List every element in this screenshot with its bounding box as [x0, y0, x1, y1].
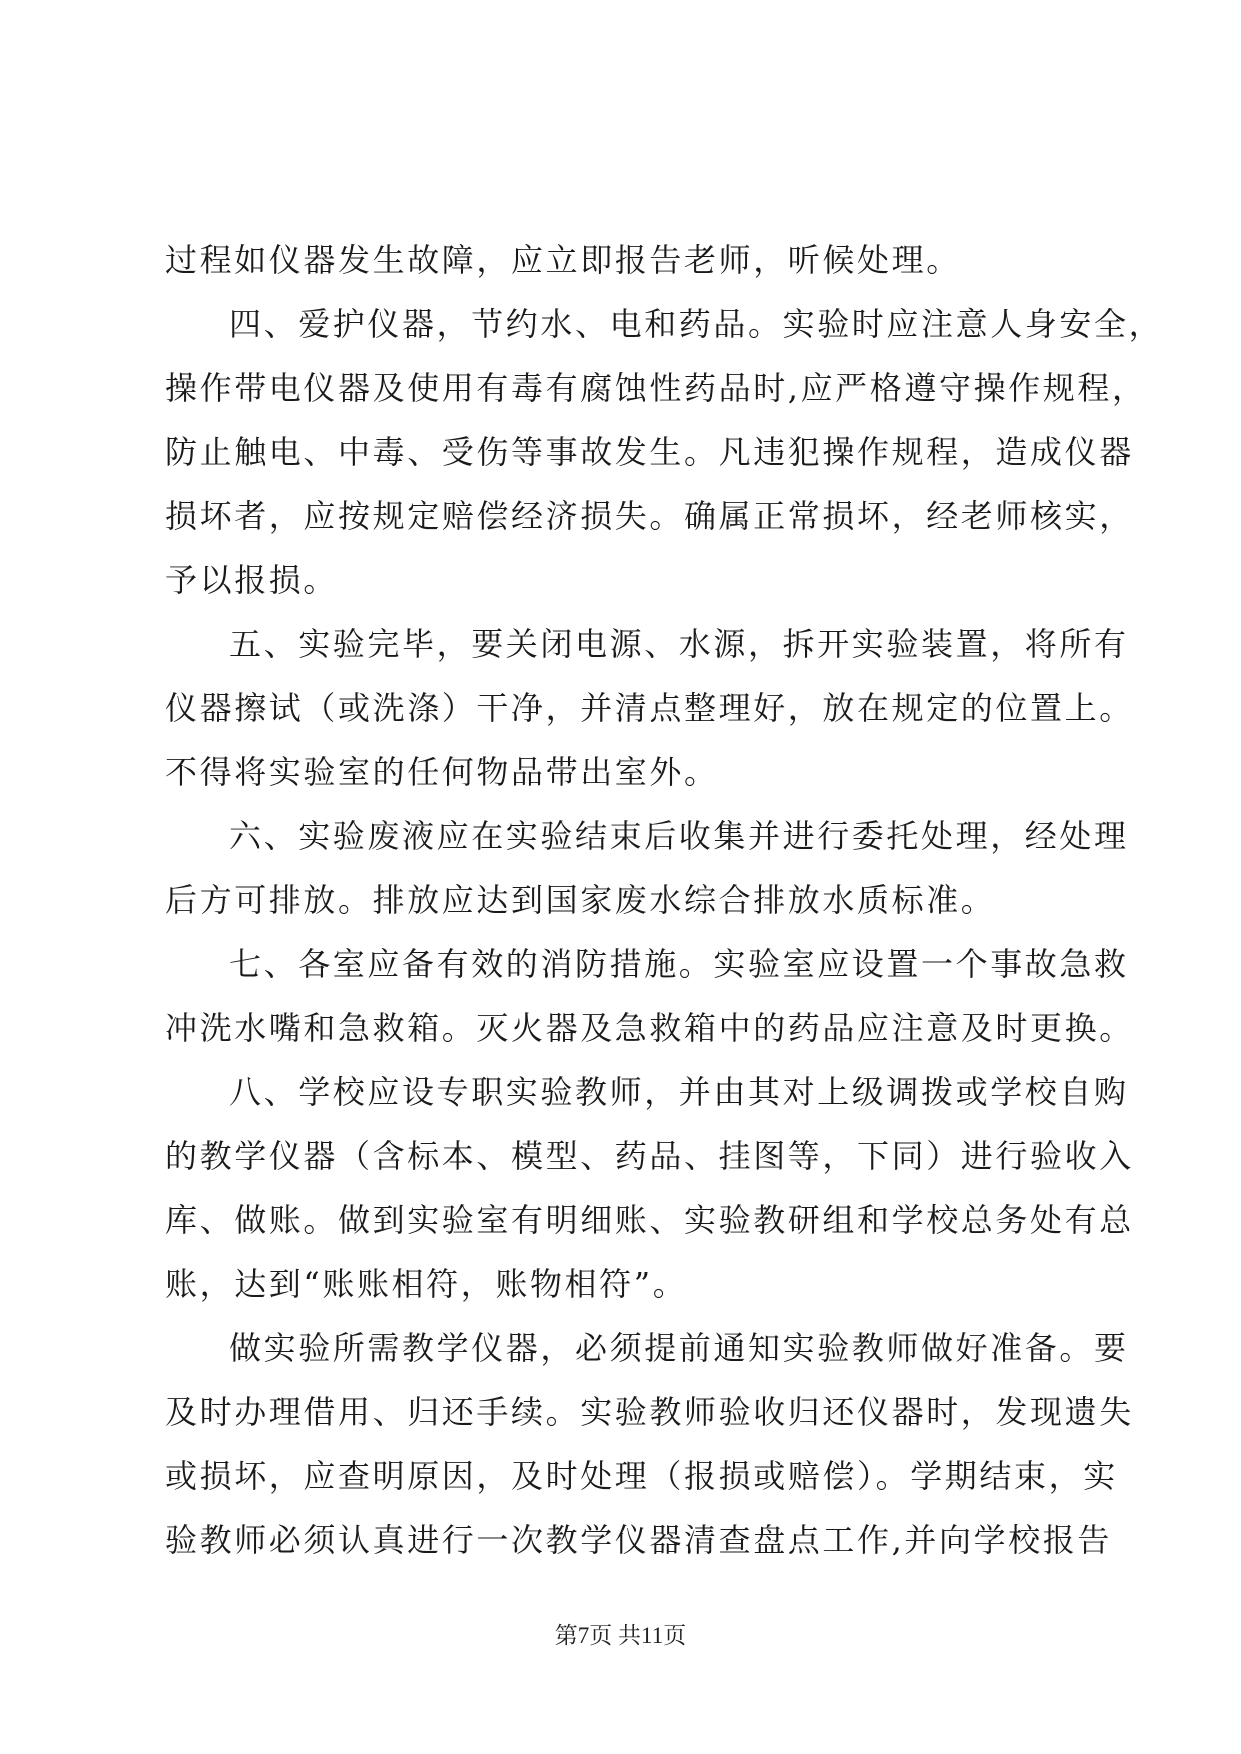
text-line: 不得将实验室的任何物品带出室外。: [165, 753, 719, 791]
text-line: 及时办理借用、归还手续。实验教师验收归还仪器时，发现遗失: [165, 1393, 1134, 1431]
text-line: 防止触电、中毒、受伤等事故发生。凡违犯操作规程，造成仪器: [165, 433, 1134, 471]
text-line: 五、实验完毕，要关闭电源、水源，拆开实验装置，将所有: [229, 625, 1129, 663]
page-number-footer: 第7页 共11页: [554, 1623, 687, 1648]
text-line: 冲洗水嘴和急救箱。灭火器及急救箱中的药品应注意及时更换。: [165, 1009, 1134, 1047]
text-line: 仪器擦试（或洗涤）干净，并清点整理好，放在规定的位置上。: [165, 689, 1134, 727]
text-line: 后方可排放。排放应达到国家废水综合排放水质标准。: [165, 881, 996, 919]
text-line: 六、实验废液应在实验结束后收集并进行委托处理，经处理: [229, 817, 1129, 855]
text-line: 操作带电仪器及使用有毒有腐蚀性药品时,应严格遵守操作规程，: [165, 369, 1147, 407]
text-line: 七、各室应备有效的消防措施。实验室应设置一个事故急救: [229, 945, 1129, 983]
text-line: 或损坏，应查明原因，及时处理（报损或赔偿）。学期结束，实: [165, 1457, 1118, 1495]
text-line: 四、爱护仪器，节约水、电和药品。实验时应注意人身安全，: [229, 305, 1164, 343]
text-line: 损坏者，应按规定赔偿经济损失。确属正常损坏，经老师核实，: [165, 497, 1134, 535]
text-line: 予以报损。: [165, 561, 339, 599]
body-text: [165, 228, 1164, 1572]
text-line: 账，达到“账账相符，账物相符”。: [165, 1265, 688, 1303]
text-line: 验教师必须认真进行一次教学仪器清查盘点工作,并向学校报告: [165, 1521, 1112, 1559]
text-line: 过程如仪器发生故障，应立即报告老师，听候处理。: [165, 241, 961, 279]
text-line: 的教学仪器（含标本、模型、药品、挂图等，下同）进行验收入: [165, 1137, 1134, 1175]
text-line: 库、做账。做到实验室有明细账、实验教研组和学校总务处有总: [165, 1201, 1134, 1239]
text-line: 做实验所需教学仪器，必须提前通知实验教师做好准备。要: [229, 1329, 1129, 1367]
text-line: 八、学校应设专职实验教师，并由其对上级调拨或学校自购: [229, 1073, 1129, 1111]
